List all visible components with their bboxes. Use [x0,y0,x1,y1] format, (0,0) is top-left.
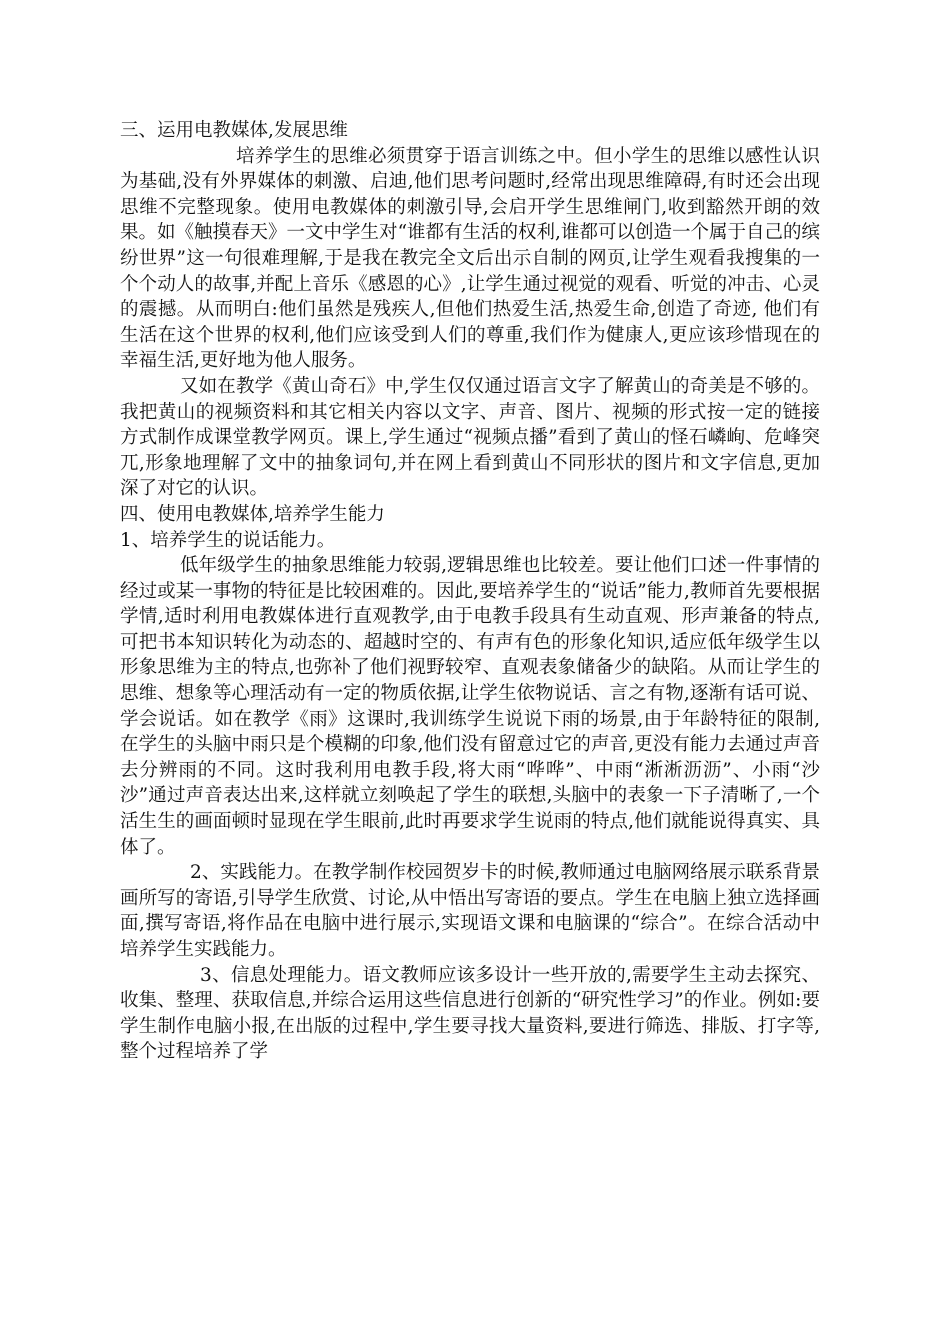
paragraph-practice: 2、实践能力。在教学制作校园贺岁卡的时候,教师通过电脑网络展示联系背景画所写的寄语,引导学生欣赏、讨论,从中悟出写寄语的要点。学生在电脑上独立选择画面,撰写寄语,将作品在电脑中进行展示,实现语文课和电脑课的“综合”。在综合活动中培养学生实践能力。 [120,862,820,960]
paragraph-information: 3、信息处理能力。语文教师应该多设计一些开放的,需要学生主动去探究、收集、整理、获取信息,并综合运用这些信息进行创新的“研究性学习”的作业。例如:要学生制作电脑小报,在出版的过程中,学生要寻找大量资料,要进行筛选、排版、打字等,整个过程培养了学 [120,964,820,1063]
section-3-heading: 三、运用电教媒体,发展思维 [120,120,348,141]
item-1-heading: 1、培养学生的说话能力。 [120,529,336,551]
section-4-heading: 四、使用电教媒体,培养学生能力 [120,503,385,525]
paragraph-speaking: 低年级学生的抽象思维能力较弱,逻辑思维也比较差。要让他们口述一件事情的经过或某一事物的特征是比较困难的。因此,要培养学生的“说话”能力,教师首先要根据学情,适时利用电教媒体进行直观教学,由于电教手段具有生动直观、形声兼备的特点,可把书本知识转化为动态的、超越时空的、有声有色的形象化知识,适应低年级学生以形象思维为主的特点,也弥补了他们视野较窄、直观表象储备少的缺陷。从而让学生的思维、想象等心理活动有一定的物质依据,让学生依物说话、言之有物,逐渐有话可说、学会说话。如在教学《雨》这课时,我训练学生说说下雨的场景,由于年龄特征的限制,在学生的头脑中雨只是个模糊的印象,他们没有留意过它的声音,更没有能力去通过声音去分辨雨的不同。这时我利用电教手段,将大雨“哗哗”、中雨“淅淅沥沥”、小雨“沙沙”通过声音表达出来,这样就立刻唤起了学生的联想,头脑中的表象一下子清晰了,一个活生生的画面顿时显现在学生眼前,此时再要求学生说雨的特点,他们就能说得真实、具体了。 [120,555,820,858]
document-body [120,118,820,1065]
paragraph-thinking: 培养学生的思维必须贯穿于语言训练之中。但小学生的思维以感性认识为基础,没有外界媒体的刺激、启迪,他们思考问题时,经常出现思维障碍,有时还会出现思维不完整现象。使用电教媒体的刺激引导,会启开学生思维闸门,收到豁然开朗的效果。如《触摸春天》一文中学生对“谁都有生活的权利,谁都可以创造一个属于自己的缤纷世界”这一句很难理解,于是我在教完全文后出示自制的网页,让学生观看我搜集的一个个动人的故事,并配上音乐《感恩的心》,让学生通过视觉的观看、听觉的冲击、心灵的震撼。从而明白:他们虽然是残疾人,但他们热爱生活,热爱生命,创造了奇迹, 他们有生活在这个世界的权利,他们应该受到人们的尊重,我们作为健康人,更应该珍惜现在的幸福生活,更好地为他人服务。 [120,145,820,372]
paragraph-huangshan: 又如在教学《黄山奇石》中,学生仅仅通过语言文字了解黄山的奇美是不够的。我把黄山的视频资料和其它相关内容以文字、声音、图片、视频的形式按一定的链接方式制作成课堂教学网页。课上,学生通过“视频点播”看到了黄山的怪石嶙峋、危峰突兀,形象地理解了文中的抽象词句,并在网上看到黄山不同形状的图片和文字信息,更加深了对它的认识。 [120,375,820,500]
